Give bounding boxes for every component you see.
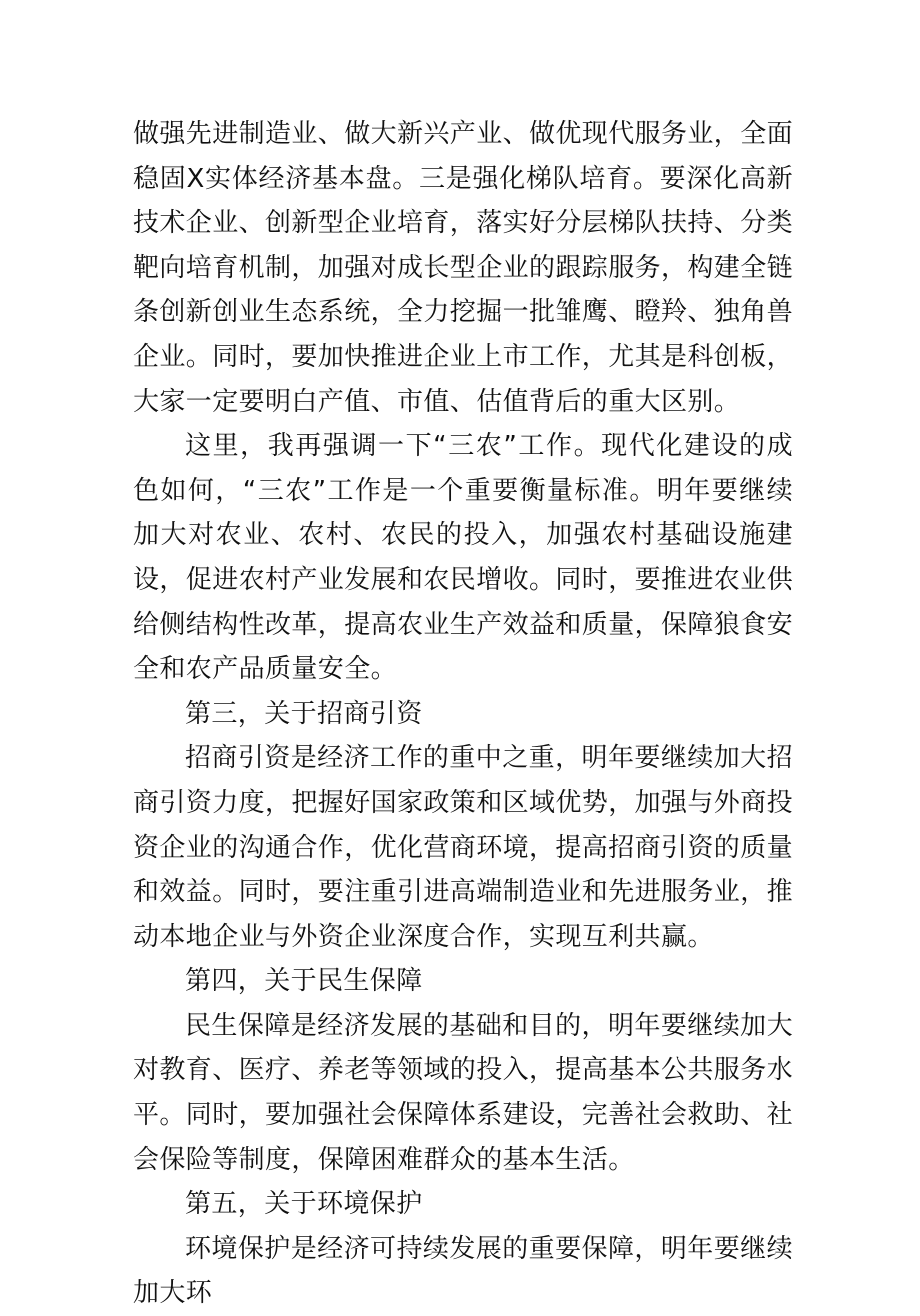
paragraph-livelihood: 民生保障是经济发展的基础和目的，明年要继续加大对教育、医疗、养老等领域的投入，提高基本公共服务水平。同时，要加强社会保障体系建设，完善社会救助、社会保险等制度，保障困难群众的基本生活。: [133, 1010, 794, 1175]
document-body: [133, 112, 793, 1316]
section-heading-investment: 第三，关于招商引资: [185, 698, 423, 729]
paragraph-continued: 做强先进制造业、做大新兴产业、做优现代服务业，全面稳固X实体经济基本盘。三是强化梯队培育。要深化高新技术企业、创新型企业培育，落实好分层梯队扶持、分类靶向培育机制，加强对成长型企业的跟踪服务，构建全链条创新创业生态系统，全力挖掘一批雏鹰、瞪羚、独角兽企业。同时，要加快推进企业上市工作，尤其是科创板，大家一定要明白产值、市值、估值背后的重大区别。: [133, 119, 794, 417]
paragraph-investment: 招商引资是经济工作的重中之重，明年要继续加大招商引资力度，把握好国家政策和区域优势，加强与外商投资企业的沟通合作，优化营商环境，提高招商引资的质量和效益。同时，要注重引进高端制造业和先进服务业，推动本地企业与外资企业深度合作，实现互利共赢。: [133, 743, 794, 952]
section-heading-environment: 第五，关于环境保护: [185, 1189, 423, 1220]
section-heading-livelihood: 第四，关于民生保障: [185, 966, 423, 997]
paragraph-sannong: 这里，我再强调一下“三农”工作。现代化建设的成色如何，“三农”工作是一个重要衡量标准。明年要继续加大对农业、农村、农民的投入，加强农村基础设施建设，促进农村产业发展和农民增收。同时，要推进农业供给侧结构性改革，提高农业生产效益和质量，保障狼食安全和农产品质量安全。: [133, 431, 794, 685]
paragraph-environment: 环境保护是经济可持续发展的重要保障，明年要继续加大环: [133, 1233, 793, 1309]
